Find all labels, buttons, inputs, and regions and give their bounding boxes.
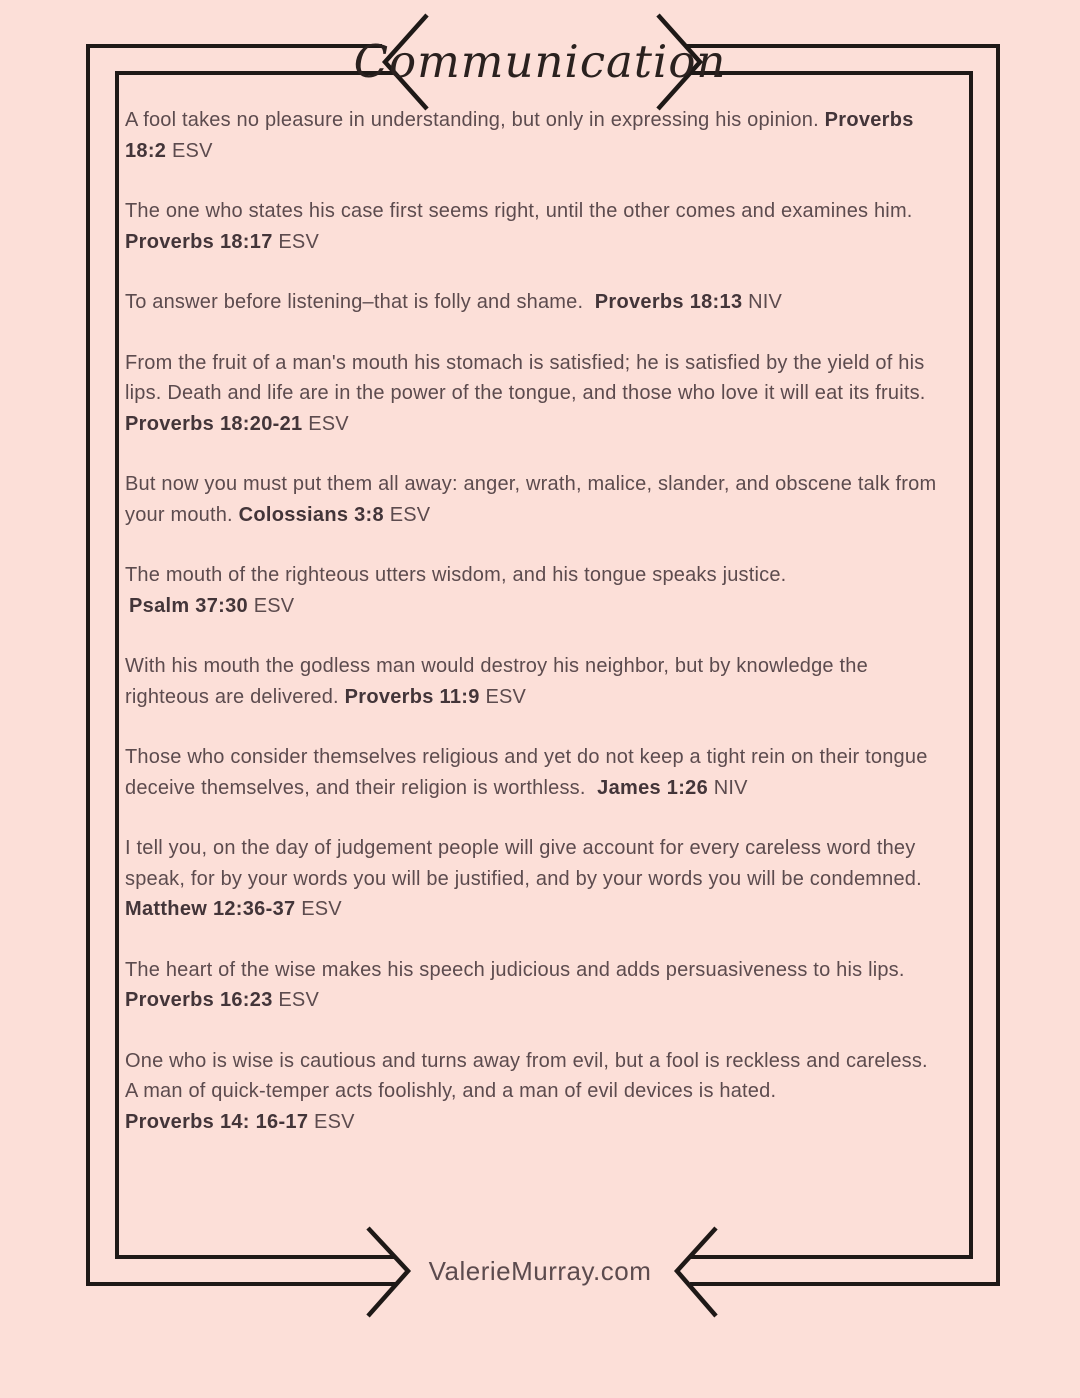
verse-text: Those who consider themselves religious and yet do not keep a tight rein on their tongue deceive themselves, and their religion is worthless. — [125, 746, 928, 799]
verse-paragraph — [125, 955, 943, 1016]
verse-reference: Proverbs 11:9 — [344, 685, 480, 708]
verse-reference: Matthew 12:36-37 — [125, 898, 296, 920]
verse-paragraph — [125, 833, 943, 925]
verse-version: ESV — [389, 503, 431, 526]
verse-text: The one who states his case first seems right, until the other comes and examines him. — [125, 200, 913, 222]
website-footer: ValerieMurray.com — [428, 1256, 652, 1286]
verse-reference: Psalm 37:30 — [129, 594, 248, 617]
verse-reference: Proverbs 18:13 — [594, 291, 743, 313]
verse-version: NIV — [713, 776, 748, 799]
verse-version: ESV — [172, 139, 213, 162]
verse-version: ESV — [278, 989, 320, 1011]
verse-reference: Proverbs 18:20-21 — [125, 412, 303, 435]
verse-version: ESV — [314, 1110, 355, 1133]
verse-text: From the fruit of a man's mouth his stomach is satisfied; he is satisfied by the yield of his lips. Death and life are in the power of the tongue, and those who love it will eat its fruits. — [125, 351, 926, 404]
verse-paragraph — [125, 196, 943, 257]
verse-text: A fool takes no pleasure in understanding, but only in expressing his opinion. — [125, 109, 819, 131]
verse-text: The mouth of the righteous utters wisdom, and his tongue speaks justice. — [125, 564, 787, 586]
verse-reference: Proverbs 18:2 — [125, 109, 914, 162]
verse-text: To answer before listening–that is folly and shame. — [125, 291, 589, 313]
verse-text: One who is wise is cautious and turns away from evil, but a fool is reckless and careless. A man of quick-temper acts foolishly, and a man of evil devices is hated. — [125, 1049, 928, 1102]
verse-list — [125, 105, 943, 1167]
verse-reference: Colossians 3:8 — [238, 503, 384, 526]
verse-version: ESV — [301, 898, 342, 920]
verse-reference: Proverbs 16:23 — [125, 989, 273, 1011]
verse-reference-group — [597, 777, 748, 799]
verse-reference-group — [125, 898, 342, 920]
verse-reference: James 1:26 — [597, 776, 709, 799]
verse-paragraph — [125, 469, 943, 530]
verse-reference-group — [125, 591, 943, 622]
verse-paragraph — [125, 105, 943, 166]
verse-paragraph — [125, 560, 943, 621]
verse-paragraph — [125, 1046, 943, 1138]
verse-reference: Proverbs 14: 16-17 — [125, 1110, 309, 1133]
verse-paragraph — [125, 651, 943, 712]
verse-reference-group — [125, 413, 349, 435]
verse-text: But now you must put them all away: anger, wrath, malice, slander, and obscene talk from your mouth. — [125, 473, 937, 526]
verse-reference-group — [125, 1107, 943, 1138]
verse-reference-group — [125, 985, 943, 1016]
page-title: Communication — [353, 35, 727, 88]
verse-reference-group — [239, 504, 431, 526]
verse-reference-group — [345, 686, 526, 708]
verse-version: ESV — [278, 230, 320, 253]
verse-text: I tell you, on the day of judgement people will give account for every careless word they speak, for by your words you will be justified, and by your words you will be condemned. — [125, 837, 928, 890]
verse-version: ESV — [308, 412, 349, 435]
verse-reference-group — [125, 231, 319, 253]
verse-text: The heart of the wise makes his speech judicious and adds persuasiveness to his lips. — [125, 958, 905, 981]
verse-paragraph — [125, 287, 943, 318]
verse-version: ESV — [485, 685, 527, 708]
verse-text: With his mouth the godless man would destroy his neighbor, but by knowledge the righteous are delivered. — [125, 655, 868, 708]
verse-version: ESV — [253, 594, 295, 617]
verse-paragraph — [125, 348, 943, 440]
verse-paragraph — [125, 742, 943, 803]
verse-reference-group — [595, 291, 782, 313]
verse-version: NIV — [748, 291, 783, 313]
verse-reference: Proverbs 18:17 — [125, 230, 273, 253]
